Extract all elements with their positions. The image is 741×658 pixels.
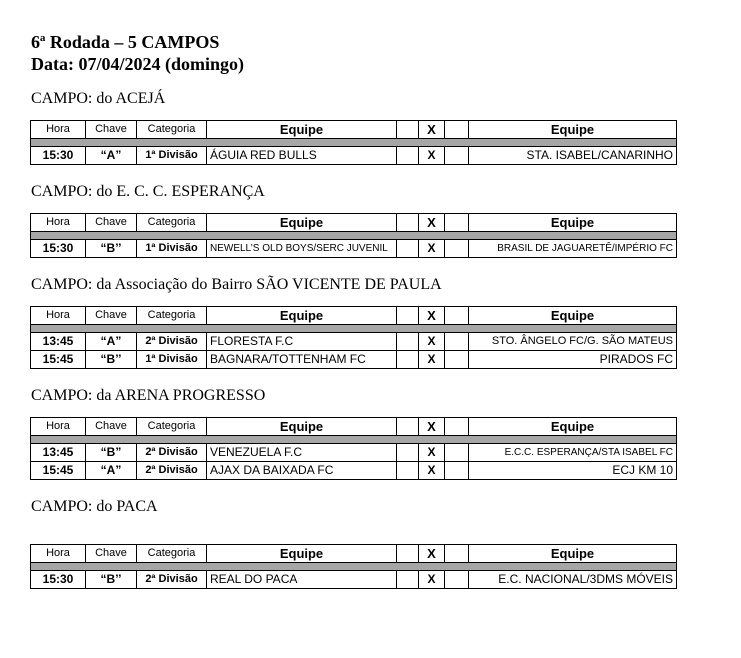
col-categoria: Categoria <box>137 214 207 232</box>
col-chave: Chave <box>86 418 137 436</box>
match-categoria: 2ª Divisão <box>137 333 207 351</box>
match-chave: “B” <box>86 444 137 462</box>
match-home-team: FLORESTA F.C <box>207 333 397 351</box>
match-away-team: BRASIL DE JAGUARETÊ/IMPÉRIO FC <box>469 240 677 258</box>
match-time: 13:45 <box>31 444 86 462</box>
match-categoria: 2ª Divisão <box>137 462 207 480</box>
blank-cell <box>445 121 469 139</box>
match-chave: “A” <box>86 333 137 351</box>
field-title-sao-vicente: CAMPO: da Associação do Bairro SÃO VICENTE DE PAULA <box>31 276 442 293</box>
match-time: 13:45 <box>31 333 86 351</box>
blank-cell <box>445 351 469 369</box>
match-away-team: STA. ISABEL/CANARINHO <box>469 147 677 165</box>
blank-cell <box>397 571 419 589</box>
blank-cell <box>397 351 419 369</box>
match-row <box>31 147 677 165</box>
match-time: 15:45 <box>31 462 86 480</box>
field-title-esperanca: CAMPO: do E. C. C. ESPERANÇA <box>31 183 265 200</box>
col-categoria: Categoria <box>137 307 207 325</box>
fixture-table-arena-progresso <box>30 417 677 480</box>
field-title-paca: CAMPO: do PACA <box>31 498 158 515</box>
match-away-team: E.C.C. ESPERANÇA/STA ISABEL FC <box>469 444 677 462</box>
field-title-arena-progresso: CAMPO: da ARENA PROGRESSO <box>31 387 266 404</box>
match-x: X <box>419 333 445 351</box>
match-x: X <box>419 444 445 462</box>
match-time: 15:30 <box>31 240 86 258</box>
fixture-table-aceja <box>30 120 677 165</box>
separator-bar <box>31 563 677 571</box>
match-x: X <box>419 147 445 165</box>
match-x: X <box>419 351 445 369</box>
match-home-team: BAGNARA/TOTTENHAM FC <box>207 351 397 369</box>
blank-cell <box>397 307 419 325</box>
col-hora: Hora <box>31 418 86 436</box>
blank-cell <box>397 444 419 462</box>
separator-bar <box>31 325 677 333</box>
blank-cell <box>397 462 419 480</box>
match-categoria: 1ª Divisão <box>137 351 207 369</box>
match-home-team: NEWELL’S OLD BOYS/SERC JUVENIL <box>207 240 397 258</box>
col-x: X <box>419 121 445 139</box>
match-row <box>31 571 677 589</box>
col-chave: Chave <box>86 121 137 139</box>
blank-cell <box>397 147 419 165</box>
blank-cell <box>445 444 469 462</box>
match-time: 15:45 <box>31 351 86 369</box>
col-hora: Hora <box>31 214 86 232</box>
match-row <box>31 333 677 351</box>
col-chave: Chave <box>86 307 137 325</box>
col-equipe-away: Equipe <box>469 545 677 563</box>
match-away-team: PIRADOS FC <box>469 351 677 369</box>
col-x: X <box>419 307 445 325</box>
match-categoria: 2ª Divisão <box>137 571 207 589</box>
col-categoria: Categoria <box>137 418 207 436</box>
col-chave: Chave <box>86 545 137 563</box>
match-row <box>31 351 677 369</box>
col-x: X <box>419 214 445 232</box>
match-chave: “B’’ <box>86 571 137 589</box>
col-hora: Hora <box>31 545 86 563</box>
col-equipe-home: Equipe <box>207 545 397 563</box>
blank-cell <box>445 147 469 165</box>
field-title-aceja: CAMPO: do ACEJÁ <box>31 90 166 107</box>
blank-cell <box>397 240 419 258</box>
separator-bar <box>31 232 677 240</box>
match-chave: “A” <box>86 147 137 165</box>
match-home-team: AJAX DA BAIXADA FC <box>207 462 397 480</box>
col-categoria: Categoria <box>137 545 207 563</box>
match-row <box>31 462 677 480</box>
blank-cell <box>445 240 469 258</box>
col-categoria: Categoria <box>137 121 207 139</box>
match-time: 15:30 <box>31 571 86 589</box>
match-x: X <box>419 240 445 258</box>
match-categoria: 1ª Divisão <box>137 147 207 165</box>
match-chave: “B’’ <box>86 240 137 258</box>
col-equipe-away: Equipe <box>469 121 677 139</box>
col-equipe-home: Equipe <box>207 121 397 139</box>
match-home-team: ÁGUIA RED BULLS <box>207 147 397 165</box>
blank-cell <box>445 307 469 325</box>
blank-cell <box>397 121 419 139</box>
blank-cell <box>397 214 419 232</box>
date-title: Data: 07/04/2024 (domingo) <box>31 54 244 74</box>
match-x: X <box>419 571 445 589</box>
match-home-team: REAL DO PACA <box>207 571 397 589</box>
match-time: 15:30 <box>31 147 86 165</box>
match-home-team: VENEZUELA F.C <box>207 444 397 462</box>
fixture-table-paca <box>30 544 677 589</box>
blank-cell <box>445 214 469 232</box>
col-equipe-home: Equipe <box>207 418 397 436</box>
fixture-table-sao-vicente <box>30 306 677 369</box>
match-away-team: ECJ KM 10 <box>469 462 677 480</box>
blank-cell <box>445 462 469 480</box>
blank-cell <box>445 545 469 563</box>
col-hora: Hora <box>31 307 86 325</box>
col-x: X <box>419 545 445 563</box>
col-equipe-away: Equipe <box>469 307 677 325</box>
separator-bar <box>31 139 677 147</box>
blank-cell <box>445 571 469 589</box>
fixture-table-esperanca <box>30 213 677 258</box>
match-x: X <box>419 462 445 480</box>
col-equipe-away: Equipe <box>469 214 677 232</box>
match-chave: “A” <box>86 462 137 480</box>
col-chave: Chave <box>86 214 137 232</box>
match-chave: “B’’ <box>86 351 137 369</box>
match-categoria: 1ª Divisão <box>137 240 207 258</box>
separator-bar <box>31 436 677 444</box>
blank-cell <box>397 545 419 563</box>
col-equipe-home: Equipe <box>207 307 397 325</box>
col-equipe-home: Equipe <box>207 214 397 232</box>
blank-cell <box>445 418 469 436</box>
blank-cell <box>397 418 419 436</box>
blank-cell <box>445 333 469 351</box>
match-row <box>31 240 677 258</box>
match-row <box>31 444 677 462</box>
match-away-team: STO. ÂNGELO FC/G. SÃO MATEUS <box>469 333 677 351</box>
match-away-team: E.C. NACIONAL/3DMS MÓVEIS <box>469 571 677 589</box>
col-equipe-away: Equipe <box>469 418 677 436</box>
col-hora: Hora <box>31 121 86 139</box>
match-categoria: 2ª Divisão <box>137 444 207 462</box>
col-x: X <box>419 418 445 436</box>
blank-cell <box>397 333 419 351</box>
round-title: 6ª Rodada – 5 CAMPOS <box>31 32 220 52</box>
